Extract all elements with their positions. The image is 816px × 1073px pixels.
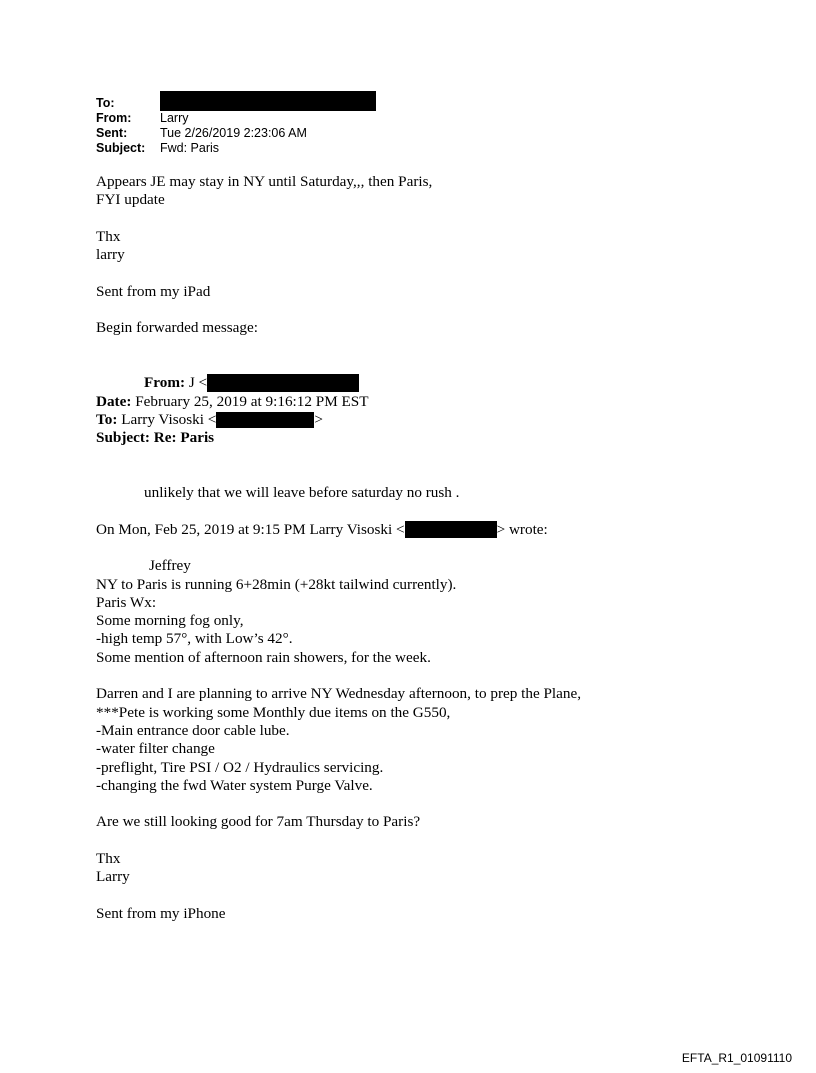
to-label: To:: [96, 96, 115, 110]
from-label: From:: [96, 111, 132, 125]
quoted-line: -high temp 57°, with Low’s 42°.: [96, 630, 293, 648]
forwarded-from-row: [96, 374, 581, 392]
forwarded-date-label: Date:: [96, 392, 132, 410]
quoted-line: Some mention of afternoon rain showers, for the week.: [96, 648, 431, 666]
quoted-sent-from: Sent from my iPhone: [96, 904, 226, 922]
forwarded-date-value: February 25, 2019 at 9:16:12 PM EST: [135, 392, 369, 410]
subject-value: Fwd: Paris: [160, 141, 220, 155]
quoted-line: -preflight, Tire PSI / O2 / Hydraulics servicing.: [96, 758, 384, 776]
quoted-question: Are we still looking good for 7am Thursday to Paris?: [96, 813, 421, 831]
message-line: FYI update: [96, 191, 165, 209]
forwarded-to-row: [96, 411, 581, 429]
forwarded-to-value: Larry Visoski <: [121, 410, 217, 428]
email-header: [96, 96, 376, 156]
quoted-line: -water filter change: [96, 740, 215, 758]
quoted-line: Some morning fog only,: [96, 612, 244, 630]
forwarded-from-label: From:: [144, 374, 186, 392]
quoted-line: NY to Paris is running 6+28min (+28kt tailwind currently).: [96, 575, 457, 593]
quoted-signature: Larry: [96, 868, 130, 886]
quote-intro: [96, 521, 581, 539]
sent-from-text: Sent from my iPad: [96, 282, 211, 300]
thanks-text: Thx: [96, 227, 121, 245]
from-row: [96, 111, 376, 126]
sent-value: Tue 2/26/2019 2:23:06 AM: [160, 126, 307, 140]
redaction-bar: [216, 412, 314, 428]
sent-row: [96, 126, 376, 141]
forwarded-subject: Subject: Re: Paris: [96, 429, 215, 447]
quote-intro-start: On Mon, Feb 25, 2019 at 9:15 PM Larry Visoski <: [96, 520, 405, 538]
quote-intro-end: > wrote:: [496, 520, 548, 538]
quoted-line: ***Pete is working some Monthly due items on the G550,: [96, 703, 451, 721]
begin-forwarded-text: Begin forwarded message:: [96, 319, 258, 337]
document-id: EFTA_R1_01091110: [681, 1051, 792, 1065]
quoted-line: Darren and I are planning to arrive NY Wednesday afternoon, to prep the Plane,: [96, 685, 582, 703]
subject-label: Subject:: [96, 141, 146, 155]
forwarded-to-close: >: [314, 410, 323, 428]
from-value: Larry: [160, 111, 189, 125]
reply-text: unlikely that we will leave before saturday no rush .: [144, 484, 460, 502]
redaction-bar: [160, 91, 376, 111]
signature: larry: [96, 246, 125, 264]
sent-label: Sent:: [96, 126, 128, 140]
forwarded-date-row: [96, 393, 581, 411]
subject-row: [96, 141, 376, 156]
email-body: [96, 173, 581, 923]
to-row: [96, 96, 376, 111]
redaction-bar: [405, 521, 497, 538]
quoted-line: Paris Wx:: [96, 593, 157, 611]
quoted-greeting: Jeffrey: [149, 557, 191, 575]
quoted-line: -Main entrance door cable lube.: [96, 721, 290, 739]
quoted-thanks: Thx: [96, 849, 121, 867]
message-line: Appears JE may stay in NY until Saturday,,, then Paris,: [96, 173, 433, 190]
quoted-line: -changing the fwd Water system Purge Valve.: [96, 776, 373, 794]
forwarded-to-label: To:: [96, 410, 118, 428]
redaction-bar: [207, 374, 359, 392]
forwarded-from-value: J <: [188, 374, 208, 392]
forwarded-subject-row: [96, 429, 581, 447]
